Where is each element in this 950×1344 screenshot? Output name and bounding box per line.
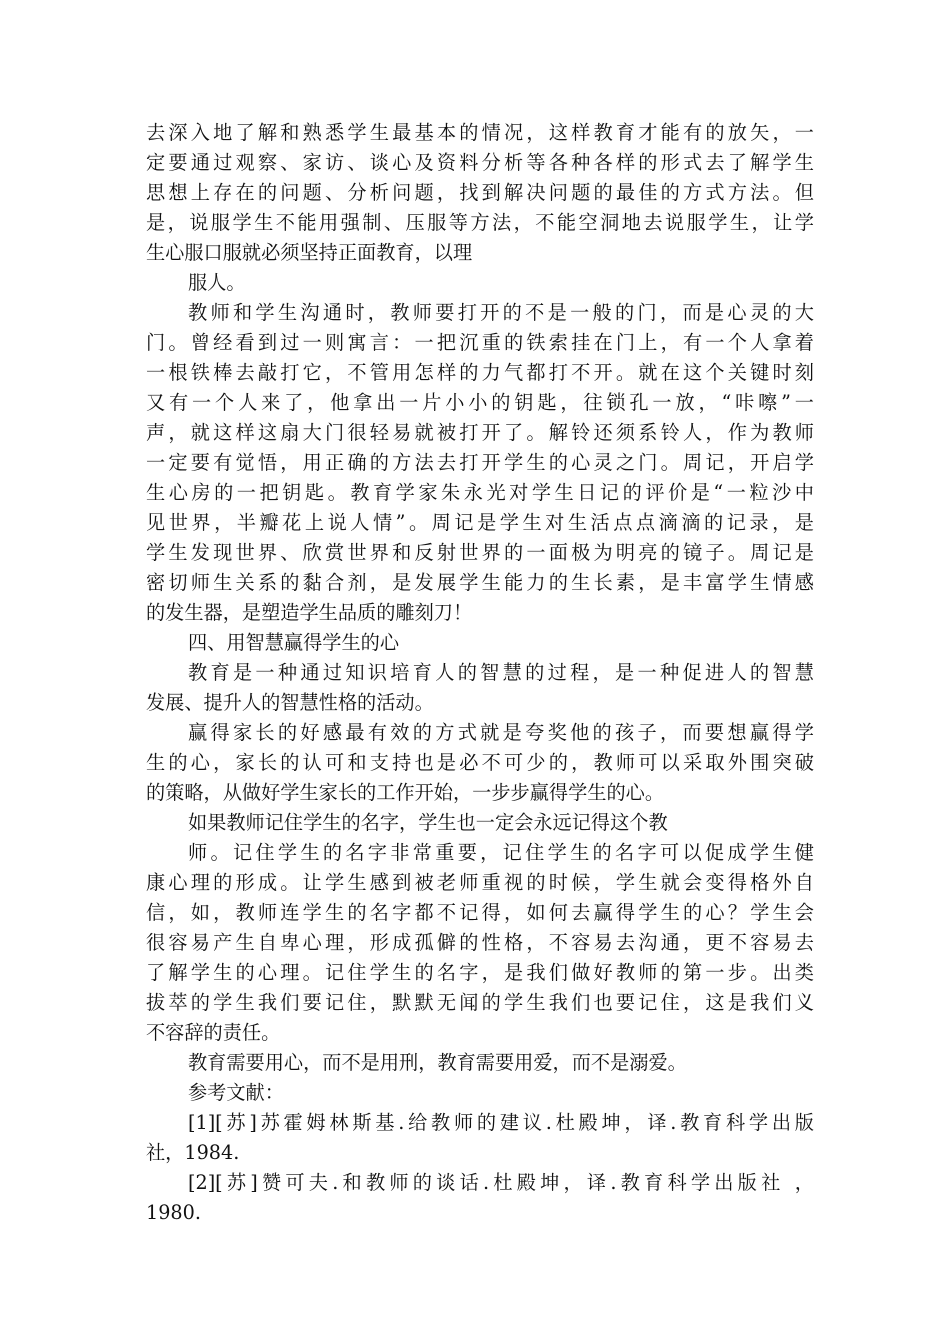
text-line: 一定要有觉悟，用正确的方法去打开学生的心灵之门。周记，开启学 [146, 451, 814, 474]
text-line: 发展、提升人的智慧性格的活动。 [146, 691, 434, 714]
text-line: 的策略，从做好学生家长的工作开始，一步步赢得学生的心。 [146, 781, 665, 804]
reference-item: 社，1984. [146, 1141, 240, 1164]
text-line: 如果教师记住学生的名字，学生也一定会永远记得这个教 [188, 811, 668, 834]
document-body [146, 118, 814, 1228]
text-line: 见世界，半瓣花上说人情”。周记是学生对生活点点滴滴的记录，是 [146, 511, 814, 534]
text-line: 信，如，教师连学生的名字都不记得，如何去赢得学生的心？学生会 [146, 901, 814, 924]
text-line: 学生发现世界、欣赏世界和反射世界的一面极为明亮的镜子。周记是 [146, 541, 814, 564]
text-line: 生心房的一把钥匙。教育学家朱永光对学生日记的评价是“一粒沙中 [146, 481, 814, 504]
text-line: 了解学生的心理。记住学生的名字，是我们做好教师的第一步。出类 [146, 961, 814, 984]
text-line: 一根铁棒去敲打它，不管用怎样的力气都打不开。就在这个关键时刻 [146, 361, 814, 384]
text-line: 生心服口服就必须坚持正面教育，以理 [146, 241, 473, 264]
text-line: 密切师生关系的黏合剂，是发展学生能力的生长素，是丰富学生情感 [146, 571, 814, 594]
text-line: 生的心，家长的认可和支持也是必不可少的，教师可以采取外围突破 [146, 751, 814, 774]
reference-item: [2][苏]赞可夫.和教师的谈话.杜殿坤，译.教育科学出版社 ， [188, 1171, 814, 1194]
text-line: 门。曾经看到过一则寓言：一把沉重的铁索挂在门上，有一个人拿着 [146, 331, 814, 354]
reference-item: [1][苏]苏霍姆林斯基.给教师的建议.杜殿坤，译.教育科学出版 [188, 1111, 814, 1134]
text-line: 定要通过观察、家访、谈心及资料分析等各种各样的形式去了解学生 [146, 151, 814, 174]
text-line: 不容辞的责任。 [146, 1021, 281, 1044]
text-line: 很容易产生自卑心理，形成孤僻的性格，不容易去沟通，更不容易去 [146, 931, 814, 954]
text-line: 教育需要用心，而不是用刑，教育需要用爱，而不是溺爱。 [188, 1051, 687, 1074]
reference-item: 1980. [146, 1201, 201, 1224]
text-line: 是，说服学生不能用强制、压服等方法，不能空洞地去说服学生，让学 [146, 211, 814, 234]
section-heading: 四、用智慧赢得学生的心 [188, 631, 400, 654]
text-line: 去深入地了解和熟悉学生最基本的情况，这样教育才能有的放矢，一 [146, 121, 814, 144]
text-line: 的发生器，是塑造学生品质的雕刻刀！ [146, 601, 473, 624]
text-line: 声，就这样这扇大门很轻易就被打开了。解铃还须系铃人，作为教师 [146, 421, 814, 444]
text-line: 思想上存在的问题、分析问题，找到解决问题的最佳的方式方法。但 [146, 181, 814, 204]
text-line: 服人。 [188, 271, 246, 294]
text-line: 康心理的形成。让学生感到被老师重视的时候，学生就会变得格外自 [146, 871, 814, 894]
text-line: 教育是一种通过知识培育人的智慧的过程，是一种促进人的智慧 [188, 661, 814, 684]
text-line: 又有一个人来了，他拿出一片小小的钥匙，往锁孔一放，“咔嚓”一 [146, 391, 814, 414]
text-line: 拔萃的学生我们要记住，默默无闻的学生我们也要记住，这是我们义 [146, 991, 814, 1014]
text-line: 师。记住学生的名字非常重要，记住学生的名字可以促成学生健 [188, 841, 814, 864]
text-line: 赢得家长的好感最有效的方式就是夸奖他的孩子，而要想赢得学 [188, 721, 814, 744]
references-heading: 参考文献： [188, 1081, 284, 1104]
text-line: 教师和学生沟通时，教师要打开的不是一般的门，而是心灵的大 [188, 301, 814, 324]
